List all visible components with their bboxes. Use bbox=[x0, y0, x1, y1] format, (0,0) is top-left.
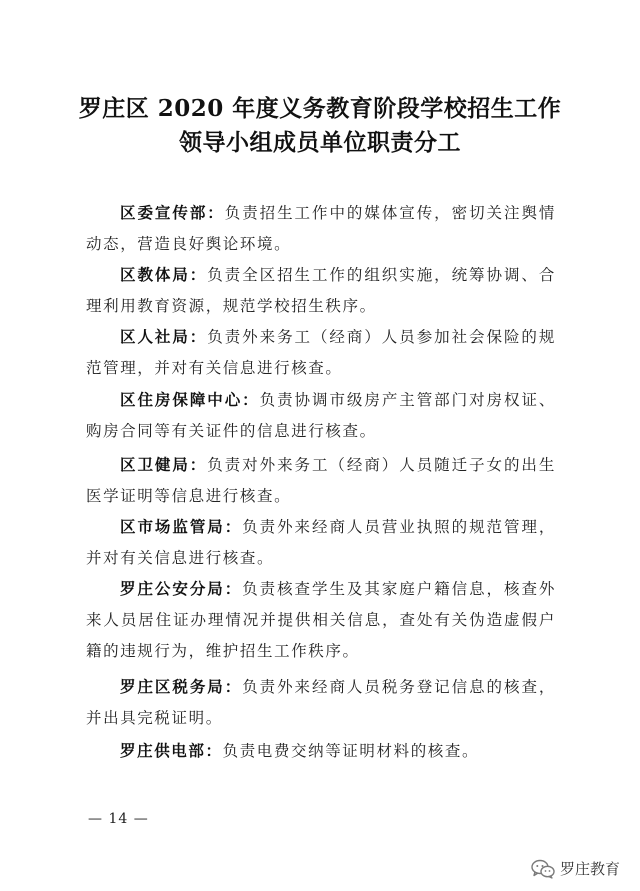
dept-name: 区委宣传部： bbox=[120, 203, 225, 222]
paragraph-hr-social-bureau bbox=[86, 321, 556, 384]
paragraph-health-bureau bbox=[86, 449, 556, 512]
dept-name: 区人社局： bbox=[120, 327, 208, 346]
dept-duty: 负责对外来务工（经商）人员随迁子女的出生医学证明等信息进行核查。 bbox=[86, 456, 556, 505]
dept-duty: 负责电费交纳等证明材料的核查。 bbox=[222, 742, 480, 760]
dept-duty: 负责核查学生及其家庭户籍信息，核查外来人员居住证办理情况并提供相关信息，查处有关伪造虚假户籍的违规行为，维护招生工作秩序。 bbox=[86, 580, 556, 660]
dept-name: 区教体局： bbox=[120, 265, 208, 284]
watermark bbox=[531, 858, 620, 879]
watermark-label: 罗庄教育 bbox=[559, 860, 620, 878]
dept-name: 区住房保障中心： bbox=[120, 390, 260, 409]
dept-name: 区市场监管局： bbox=[120, 517, 243, 536]
document-title-line-1: 罗庄区 2020 年度义务教育阶段学校招生工作 bbox=[78, 95, 562, 122]
dept-duty: 负责外来经商人员营业执照的规范管理，并对有关信息进行核查。 bbox=[86, 518, 556, 567]
document-title-line-2: 领导小组成员单位职责分工 bbox=[179, 129, 461, 156]
paragraph-housing-center bbox=[86, 384, 556, 447]
dept-duty: 负责全区招生工作的组织实施，统筹协调、合理利用教育资源，规范学校招生秩序。 bbox=[86, 266, 556, 315]
dept-duty: 负责协调市级房产主管部门对房权证、购房合同等有关证件的信息进行核查。 bbox=[86, 391, 556, 440]
wechat-icon bbox=[531, 859, 555, 879]
dept-name: 罗庄区税务局： bbox=[120, 677, 243, 696]
page-number: — 14 — bbox=[88, 811, 149, 827]
dept-name: 区卫健局： bbox=[120, 455, 208, 474]
dept-duty: 负责外来务工（经商）人员参加社会保险的规范管理，并对有关信息进行核查。 bbox=[86, 328, 556, 377]
paragraph-propaganda-dept bbox=[86, 197, 556, 260]
dept-name: 罗庄公安分局： bbox=[120, 579, 243, 598]
paragraph-market-regulation bbox=[86, 511, 556, 574]
dept-duty: 负责招生工作中的媒体宣传，密切关注舆情动态，营造良好舆论环境。 bbox=[86, 204, 556, 253]
paragraph-public-security bbox=[86, 573, 556, 667]
paragraph-power-supply bbox=[86, 735, 556, 767]
paragraph-education-bureau bbox=[86, 259, 556, 322]
paragraph-tax-bureau bbox=[86, 671, 556, 734]
dept-name: 罗庄供电部： bbox=[120, 741, 223, 760]
dept-duty: 负责外来经商人员税务登记信息的核查，并出具完税证明。 bbox=[86, 678, 556, 727]
